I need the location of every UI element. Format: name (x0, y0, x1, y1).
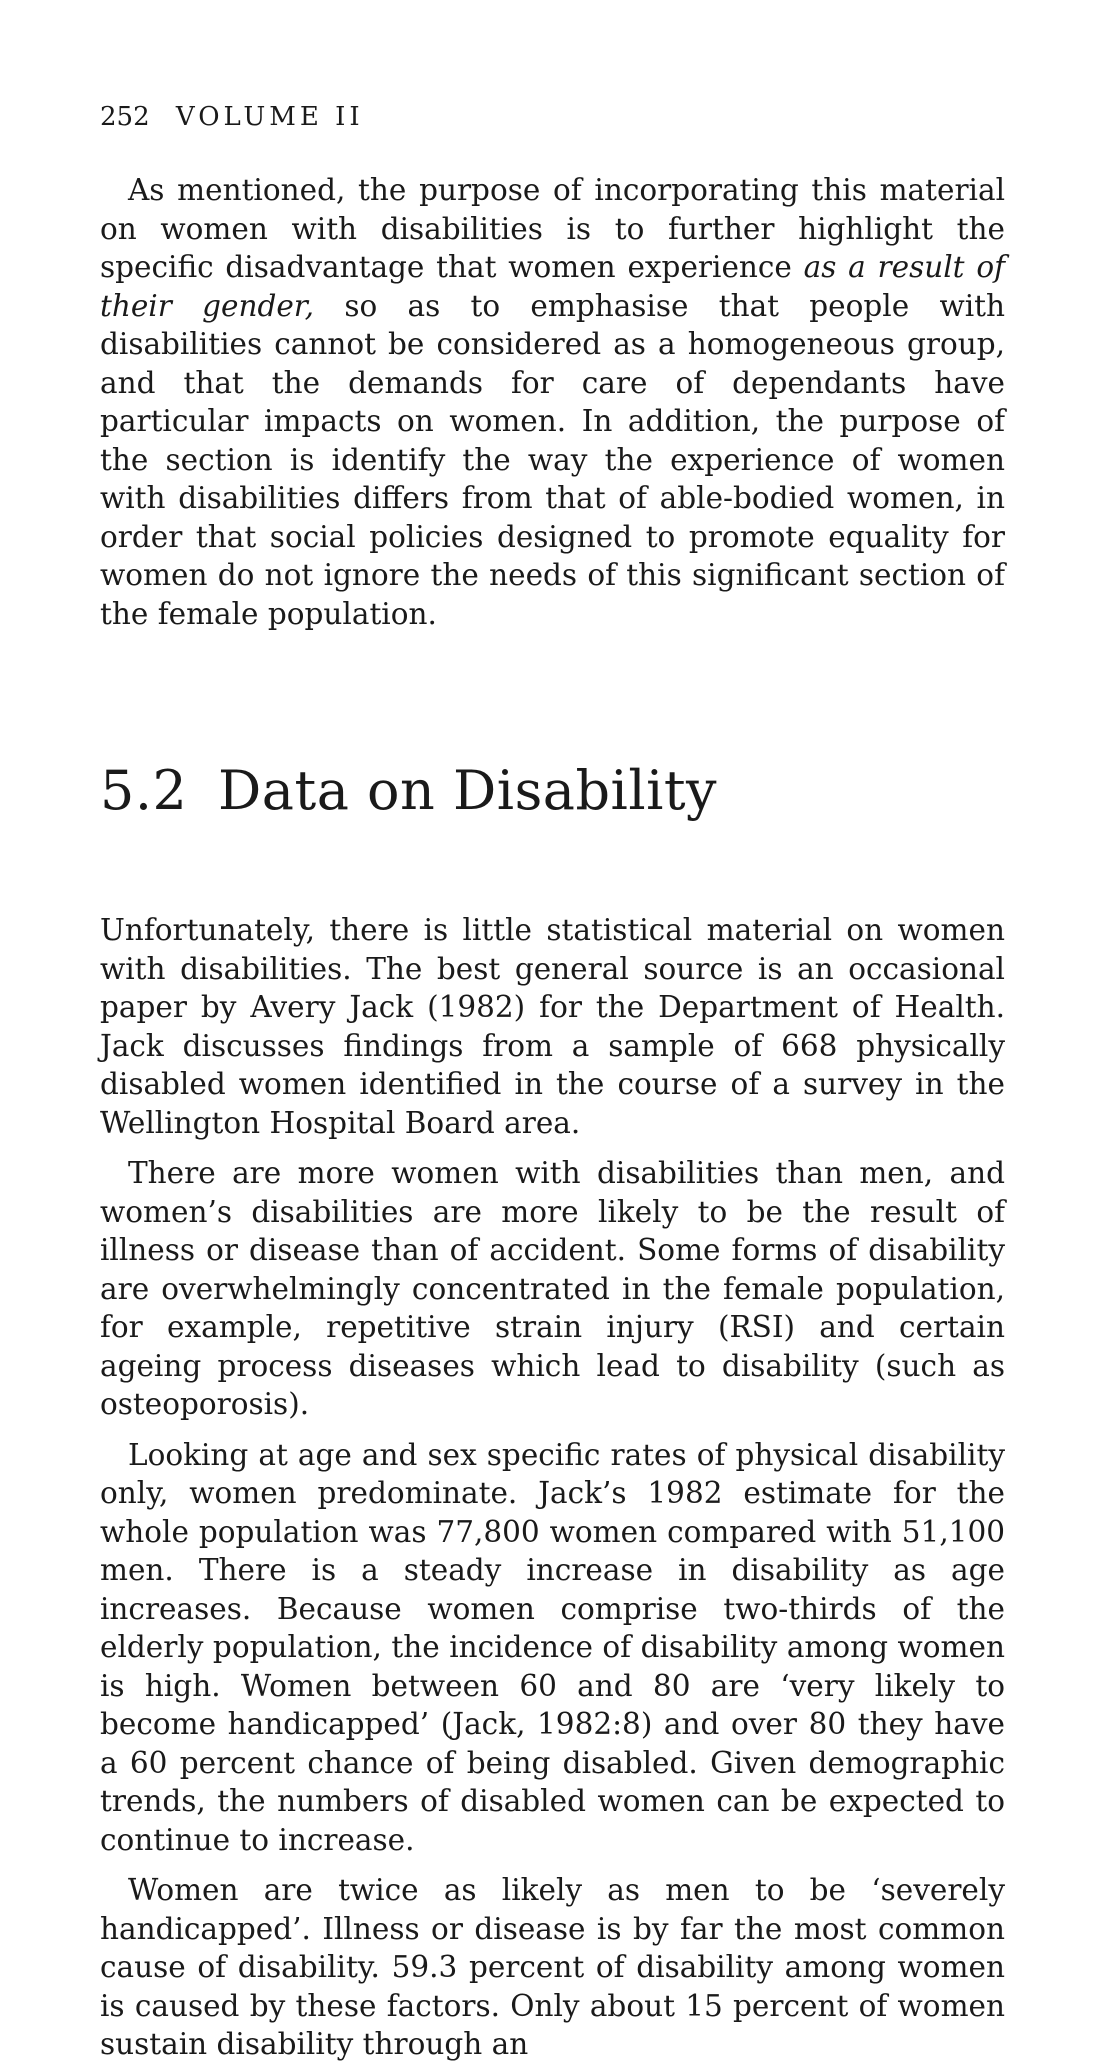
running-head (100, 104, 364, 130)
body-paragraph: Unfortunately, there is little statistical material on women with disabilities. The best general source is an occasional paper by Avery Jack (1982) for the Department of Health. Jack discusses findings from a sample of 668 physically disabled women identified in the course of a survey in the Wellington Hospital Board area. (100, 913, 1005, 1140)
volume-label: VOLUME II (175, 102, 364, 132)
page-number: 252 (100, 102, 150, 132)
intro-paragraph (100, 171, 1005, 633)
intro-text-2: so as to emphasise that people with disabilities cannot be considered as a homogeneous group, and that the demands for care of dependants have particular impacts on women. In addition, the purpose of the section is identify the way the experience of women with disabilities differs from that of able-bodied women, in order that social policies designed to promote equality for women do not ignore the needs of this significant section of the female population. (100, 288, 1005, 631)
body-paragraph: There are more women with disabilities than men, and women’s disabilities are more likely to be the result of illness or disease than of accident. Some forms of disability are overwhelmingly concentrated in the female population, for example, repetitive strain injury (RSI) and certain ageing process diseases which lead to disability (such as osteoporosis). (100, 1156, 1005, 1421)
intro-text-1: As mentioned, the purpose of incorporating this material on women with disabilities is to further highlight the specific disadvantage that women experience (100, 173, 1005, 284)
body-paragraph: Women are twice as likely as men to be ‘severely handicapped’. Illness or disease is by far the most common cause of disability. 59.3 percent of disability among women is caused by these factors. Only about 15 percent of women sustain disability through an (100, 1873, 1005, 2061)
intro-emphasis: as a result of their gender, (100, 250, 1005, 323)
section-number: 5.2 (100, 759, 188, 822)
section-heading (100, 759, 1005, 823)
body-paragraph: Looking at age and sex specific rates of physical disability only, women predominate. Jack’s 1982 estimate for the whole population was 77,800 women compared with 51,100 men. There is a steady increase in disability as age increases. Because women comprise two-thirds of the elderly population, the incidence of disability among women is high. Women between 60 and 80 are ‘very likely to become handicapped’ (Jack, 1982:8) and over 80 they have a 60 percent chance of being disabled. Given demographic trends, the numbers of disabled women can be expected to continue to increase. (100, 1437, 1005, 1857)
page-body (100, 171, 1005, 2064)
section-title: Data on Disability (218, 759, 718, 822)
